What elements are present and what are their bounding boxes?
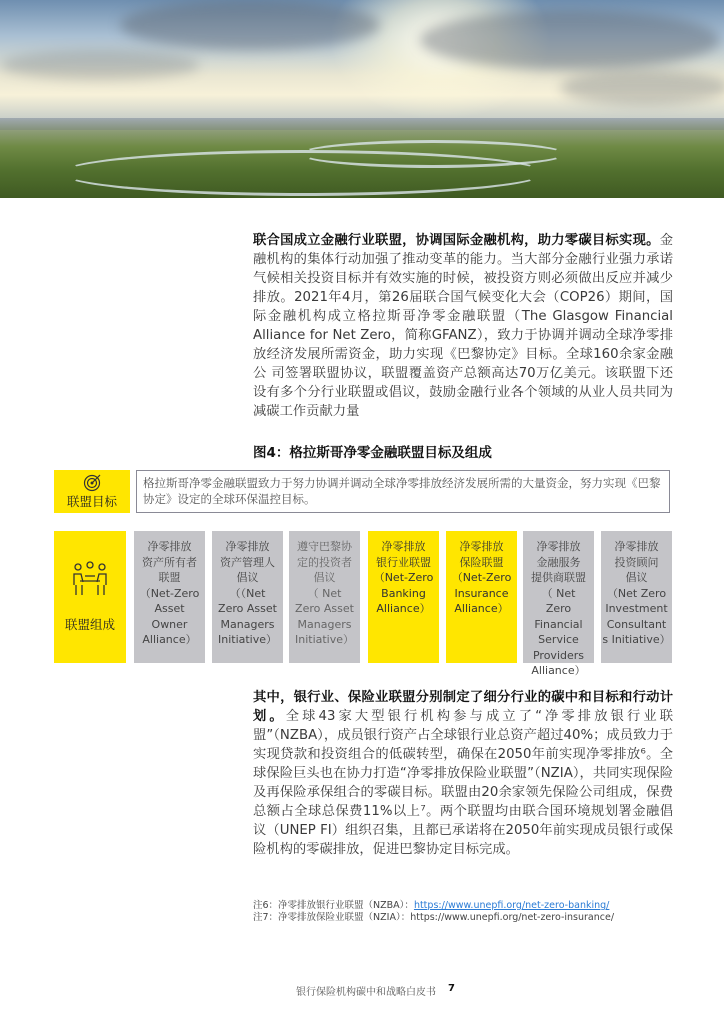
footer-title: 银行保险机构碳中和战略白皮书 [296,987,436,998]
goal-label: 联盟目标 [66,493,117,509]
composition-label: 联盟组成 [64,617,115,632]
footnote-url-nzia: https://www.unepfi.org/net-zero-insurance/ [410,912,615,923]
paragraph-gfanz [253,231,673,421]
member-insurance-alliance: 净零排放 保险联盟 （Net-Zero Insurance Alliance） [446,531,517,663]
hero-landscape-photo [0,0,724,198]
goal-label-box [54,470,130,513]
goal-description: 格拉斯哥净零金融联盟致力于努力协调并调动全球净零排放经济发展所需的大量资金，努力实现《巴黎协定》设定的全球环保温控目标。 [136,470,670,513]
footnote-label: 注6：净零排放银行业联盟（NZBA）： [253,900,414,911]
member-financial-service-providers: 净零排放 金融服务 提供商联盟 （ Net Zero Financial Service Providers Alliance） [523,531,594,663]
cloud [560,70,724,105]
paragraph-lead: 联合国成立金融行业联盟，协调国际金融机构，助力零碳目标实现。 [253,233,660,248]
river [300,140,566,168]
member-investment-consultants: 净零排放 投资顾问 倡议 （Net Zero Investment Consultant s Initiative） [601,531,672,663]
meeting-people-icon [70,561,110,597]
composition-label-box [54,531,126,663]
page-number: 7 [448,983,455,994]
member-asset-owner-alliance: 净零排放 资产所有者 联盟 （Net-Zero Asset Owner Alliance） [134,531,205,663]
cloud [120,0,380,50]
footnote-link-nzba[interactable]: https://www.unepfi.org/net-zero-banking/ [413,900,610,911]
paragraph-nzba-nzia [253,688,673,859]
paragraph-lead: 其中，银行业、保险业联盟分别制定了细分行业的碳中和目标和行动计划。 [253,690,673,724]
cloud [0,50,200,80]
target-icon [82,474,102,492]
footnote-label: 注7：净零排放保险业联盟（NZIA）： [253,912,411,923]
member-paris-aligned-investors: 遵守巴黎协 定的投资者 倡议 （ Net Zero Asset Managers Initiative） [289,531,360,663]
figure-title: 图4：格拉斯哥净零金融联盟目标及组成 [253,445,492,461]
member-banking-alliance: 净零排放 银行业联盟 （Net-Zero Banking Alliance） [368,531,439,663]
cloud [420,10,720,70]
distant-mountains [0,118,724,130]
footnote-7 [253,909,614,923]
member-asset-managers-initiative: 净零排放 资产管理人 倡议 （（Net Zero Asset Managers Initiative） [212,531,283,663]
paragraph-body: 全球43家大型银行机构参与成立了“净零排放银行业联盟”（NZBA），成员银行资产占全球银行业总资产超过40%；成员致力于实现贷款和投资组合的低碳转型，确保在2050年前实现净零排放⁶。全球保险巨头也在协力打造“净零排放保险业联盟”（NZIA），共同实现保险及再保险承保组合的零碳目标。联盟由20余家领先保险公司组成，保费总额占全球总保费11%以上⁷。两个联盟均由联合国环境规划署金融倡议（UNEP FI）组织召集，且都已承诺将在2050年前实现成员银行或保险机构的零碳排放，促进巴黎协定目标完成。 [253,709,674,857]
paragraph-body: 金融机构的集体行动加强了推动变革的能力。当大部分金融行业强力承诺气候相关投资目标并有效实施的时候，被投资方则必须做出反应并减少排放。2021年4月，第26届联合国气候变化大会（COP26）期间，国际金融机构成立格拉斯哥净零金融联盟（The Glasgow Financial Alliance for Net Zero，简称GFANZ），致力于协调并调动全球净零排放经济发展所需资金，助力实现《巴黎协定》目标。全球160余家金融公 司签署联盟协议，联盟覆盖资产总额高达70万亿美元。该联盟下还设有多个分行业联盟或倡议，鼓励金融行业各个领域的从业人员共同为减碳工作贡献力量 [253,233,673,419]
